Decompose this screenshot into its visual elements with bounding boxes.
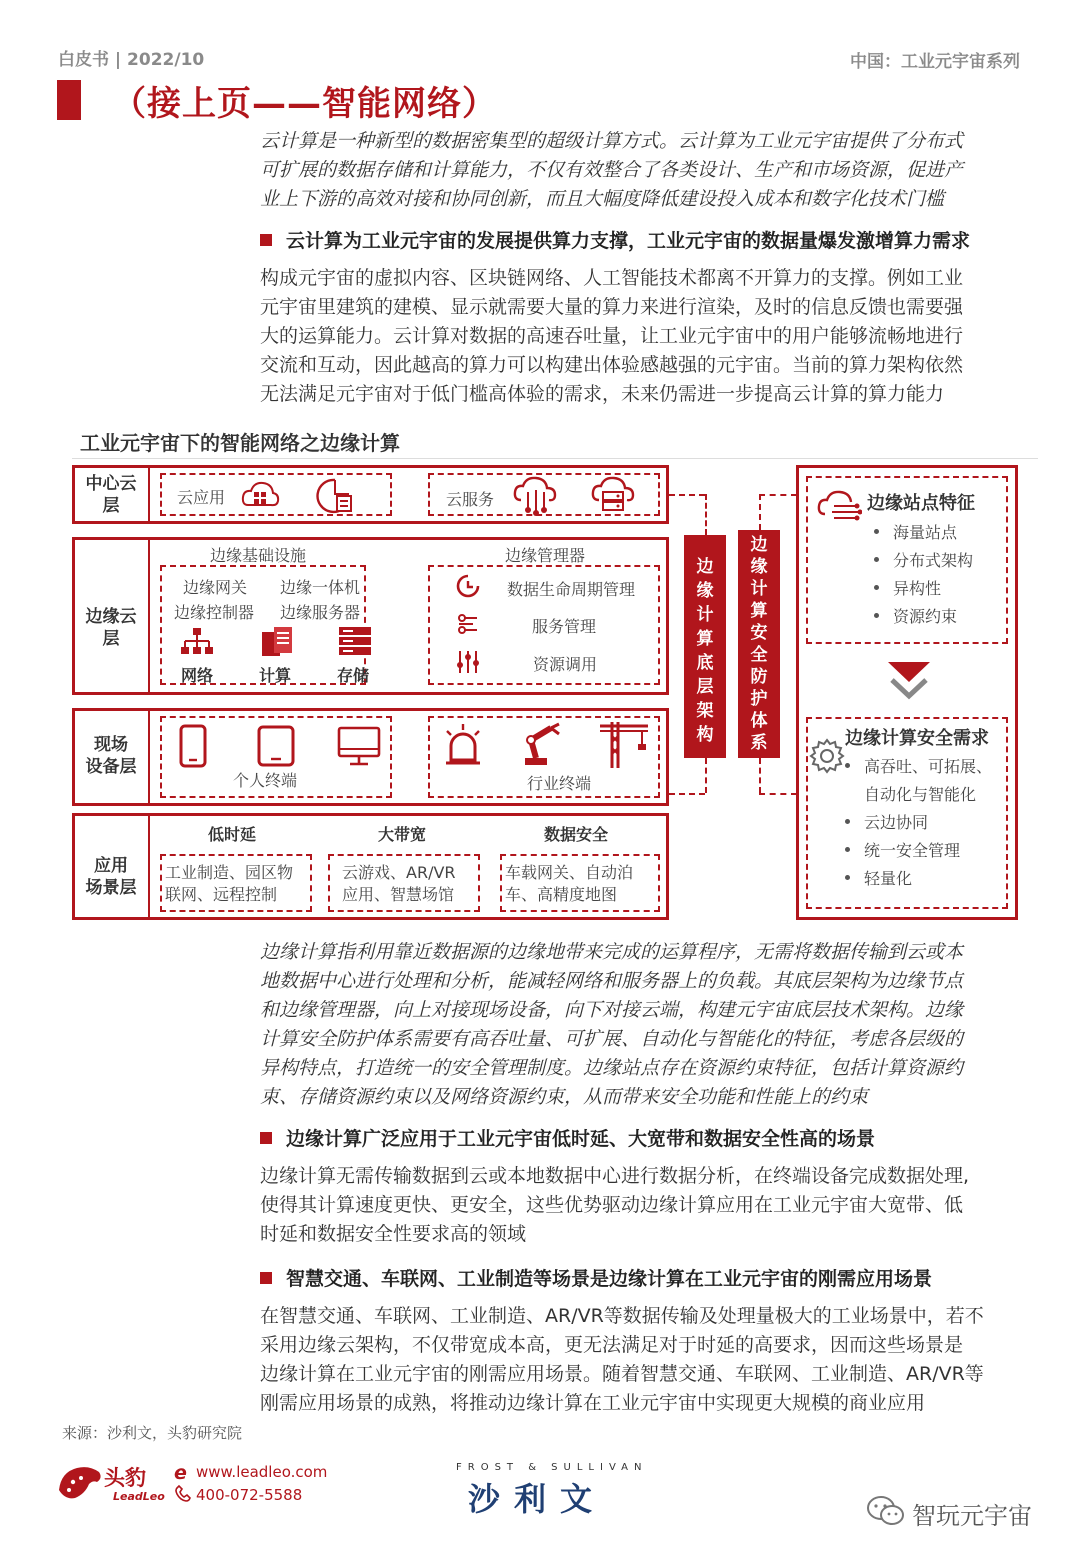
edge-gateway-label: 边缘网关 xyxy=(183,578,248,597)
tablet-icon xyxy=(256,724,296,768)
connector-line xyxy=(759,793,797,795)
bullet-dot-icon xyxy=(845,875,850,880)
scene-text: 应用、智慧场馆 xyxy=(342,885,455,904)
page-title: （接上页——智能网络） xyxy=(112,84,497,124)
section-heading xyxy=(260,226,970,253)
list-item-text: 海量站点 xyxy=(893,523,958,542)
text-line: 在智慧交通、车联网、工业制造、AR/VR等数据传输及处理量极大的工业场景中，若不 xyxy=(260,1305,984,1327)
text-line: 构成元宇宙的虚拟内容、区块链网络、人工智能技术都离不开算力的支撑。例如工业 xyxy=(260,267,964,289)
divider xyxy=(148,816,150,917)
chevron-down-icon xyxy=(886,660,932,702)
list-item-text: 统一安全管理 xyxy=(864,841,961,860)
header-left: 白皮书 | 2022/10 xyxy=(58,50,205,70)
text-line: 计算安全防护体系需要有高吞吐量、可扩展、自动化与智能化的特征，考虑各层级的 xyxy=(260,1028,964,1050)
cloud-app-label: 云应用 xyxy=(177,488,226,507)
text-line: 地数据中心进行处理和分析，能减轻网络和服务器上的负载。其底层架构为边缘节点 xyxy=(260,970,964,992)
layer-name-line: 现场 xyxy=(94,735,128,755)
list-item xyxy=(874,603,973,631)
list-item-text: 轻量化 xyxy=(864,869,913,888)
cloud-database-icon xyxy=(313,476,357,514)
text-line: 异构特点，打造统一的安全管理制度。边缘站点存在资源约束特征，包括计算资源约 xyxy=(260,1057,964,1079)
list-item-text: 异构性 xyxy=(893,579,942,598)
column-char: 计 xyxy=(750,579,768,599)
list-item xyxy=(845,753,992,781)
figure-description-paragraph xyxy=(260,938,1020,1112)
frost-sullivan-logo-text: 沙利文 xyxy=(468,1480,607,1518)
service-management-icon xyxy=(455,612,481,636)
text-line: 使得其计算速度更快、更安全，这些优势驱动边缘计算应用在工业元宇宙大宽带、低 xyxy=(260,1194,964,1216)
gear-icon xyxy=(806,735,848,777)
column-char: 层 xyxy=(696,677,714,697)
edge-all-in-one-label: 边缘一体机 xyxy=(280,578,361,597)
industry-terminal-label: 行业终端 xyxy=(527,774,592,793)
list-item-text: 云边协同 xyxy=(864,813,929,832)
bullet-dot-icon xyxy=(874,613,879,618)
brand-english: LeadLeo xyxy=(113,1490,165,1503)
column-char: 缘 xyxy=(750,557,768,577)
scene-text: 车载网关、自动泊 xyxy=(505,863,634,882)
edge-server-label: 边缘服务器 xyxy=(280,603,361,622)
connector-line xyxy=(669,793,705,795)
brand-name: 头豹 xyxy=(104,1466,146,1490)
divider xyxy=(148,711,150,803)
divider xyxy=(148,540,150,692)
wechat-account-name: 智玩元宇宙 xyxy=(912,1502,1032,1530)
layer-name-line: 设备层 xyxy=(85,757,137,777)
bullet-dot-icon xyxy=(874,557,879,562)
section3-paragraph xyxy=(260,1302,1020,1418)
center-cloud-layer-name xyxy=(78,473,144,517)
connector-line xyxy=(759,494,797,496)
layer-name-line: 场景层 xyxy=(85,878,137,898)
connector-line xyxy=(759,494,761,530)
cloud-network-icon xyxy=(512,474,560,516)
cloud-server-icon xyxy=(590,474,636,516)
monitor-icon xyxy=(336,725,382,767)
edge-cloud-layer-name xyxy=(78,606,144,650)
low-latency-title: 低时延 xyxy=(208,825,257,844)
compute-icon xyxy=(258,624,296,658)
edge-infra-title: 边缘基础设施 xyxy=(210,546,307,565)
text-line: 边缘计算在工业元宇宙的刚需应用场景。随着智慧交通、车联网、工业制造、AR/VR等 xyxy=(260,1363,984,1385)
figure-title: 工业元宇宙下的智能网络之边缘计算 xyxy=(80,431,400,455)
section-heading xyxy=(260,1264,932,1291)
network-icon xyxy=(180,626,214,658)
text-line: 刚需应用场景的成熟，将推动边缘计算在工业元宇宙中实现更大规模的商业应用 xyxy=(260,1392,926,1414)
column-char: 架 xyxy=(696,701,714,721)
wechat-icon xyxy=(866,1494,906,1528)
edge-security-title: 边缘计算安全需求 xyxy=(845,728,989,749)
column-char: 构 xyxy=(696,725,714,745)
edge-station-title: 边缘站点特征 xyxy=(867,493,975,514)
field-device-layer-name xyxy=(76,734,146,778)
edge-architecture-column xyxy=(684,535,726,758)
cloud-circuit-icon xyxy=(816,486,862,526)
edge-manager-title: 边缘管理器 xyxy=(505,546,586,565)
column-char: 全 xyxy=(750,645,768,665)
storage-icon xyxy=(337,625,373,659)
resource-sliders-icon xyxy=(455,649,481,675)
list-item-text: 高吞吐、可拓展、 xyxy=(864,757,993,776)
column-char: 缘 xyxy=(696,581,714,601)
cloud-apps-icon xyxy=(240,477,280,513)
column-char: 安 xyxy=(750,623,768,643)
website-link[interactable]: www.leadleo.com xyxy=(196,1463,328,1481)
connector-line xyxy=(705,494,707,535)
leopard-logo-icon xyxy=(55,1460,105,1504)
connector-line xyxy=(705,758,707,793)
bullet-square-icon xyxy=(260,1132,272,1144)
heading-text: 边缘计算广泛应用于工业元宇宙低时延、大宽带和数据安全性高的场景 xyxy=(286,1128,876,1150)
broadband-title: 大带宽 xyxy=(378,825,427,844)
personal-terminal-label: 个人终端 xyxy=(233,771,298,790)
list-item xyxy=(845,781,992,809)
section1-paragraph xyxy=(260,264,1020,409)
text-line: 束、存储资源约束以及网络资源约束，从而带来安全功能和性能上的约束 xyxy=(260,1086,869,1108)
resource-call-label: 资源调用 xyxy=(533,655,598,674)
text-line: 可扩展的数据存储和计算能力，不仅有效整合了各类设计、生产和市场资源，促进产 xyxy=(260,159,964,181)
divider xyxy=(72,458,1038,459)
heading-text: 云计算为工业元宇宙的发展提供算力支撑，工业元宇宙的数据量爆发激增算力需求 xyxy=(286,230,971,252)
text-line: 和边缘管理器，向上对接现场设备，向下对接云端，构建元宇宙底层技术架构。边缘 xyxy=(260,999,964,1021)
svg-text:e: e xyxy=(174,1463,187,1484)
list-item-text: 资源约束 xyxy=(893,607,958,626)
column-char: 边 xyxy=(750,535,768,555)
layer-name-line: 应用 xyxy=(94,856,128,876)
column-char: 体 xyxy=(750,711,768,731)
scene-text: 车、高精度地图 xyxy=(505,885,618,904)
list-item xyxy=(845,809,992,837)
heading-text: 智慧交通、车联网、工业制造等场景是边缘计算在工业元宇宙的刚需应用场景 xyxy=(286,1268,933,1290)
scene-text: 云游戏、AR/VR xyxy=(342,863,456,882)
compute-label: 计算 xyxy=(259,666,292,685)
bullet-dot-icon xyxy=(874,529,879,534)
list-item xyxy=(874,547,973,575)
list-item xyxy=(845,865,992,893)
connector-line xyxy=(759,758,761,793)
layer-name-line: 边缘云 xyxy=(85,607,137,627)
section-heading xyxy=(260,1124,875,1151)
header-right: 中国：工业元宇宙系列 xyxy=(850,52,1020,72)
robot-arm-icon xyxy=(517,716,565,768)
tower-crane-icon xyxy=(598,716,650,770)
scene-text: 联网、远程控制 xyxy=(165,885,278,904)
connector-line xyxy=(669,494,705,496)
bullet-square-icon xyxy=(260,1272,272,1284)
lifecycle-label: 数据生命周期管理 xyxy=(507,580,636,599)
text-line: 业上下游的高效对接和协同创新，而且大幅度降低建设投入成本和数字化技术门槛 xyxy=(260,188,945,210)
text-line: 时延和数据安全性要求高的领域 xyxy=(260,1223,527,1245)
list-item-text: 自动化与智能化 xyxy=(864,785,977,804)
column-char: 防 xyxy=(750,667,768,687)
network-label: 网络 xyxy=(181,666,214,685)
intro-paragraph xyxy=(260,127,1020,214)
list-item xyxy=(874,519,973,547)
text-line: 边缘计算指利用靠近数据源的边缘地带来完成的运算程序，无需将数据传输到云或本 xyxy=(260,941,964,963)
alarm-light-icon xyxy=(441,722,485,768)
text-line: 采用边缘云架构，不仅带宽成本高，更无法满足对于时延的高要求，因而这些场景是 xyxy=(260,1334,964,1356)
edge-controller-label: 边缘控制器 xyxy=(174,603,255,622)
scene-text: 工业制造、园区物 xyxy=(165,863,294,882)
text-line: 云计算是一种新型的数据密集型的超级计算方式。云计算为工业元宇宙提供了分布式 xyxy=(260,130,964,152)
list-item-text: 分布式架构 xyxy=(893,551,974,570)
bullet-dot-icon xyxy=(845,847,850,852)
frost-sullivan-label: FROST & SULLIVAN xyxy=(456,1462,648,1473)
text-line: 交流和互动，因此越高的算力可以构建出体验感越强的元宇宙。当前的算力架构依然 xyxy=(260,354,964,376)
edge-station-list xyxy=(874,519,973,631)
application-scene-layer-name xyxy=(76,855,146,899)
bullet-dot-icon xyxy=(874,585,879,590)
column-char: 边 xyxy=(696,557,714,577)
column-char: 计 xyxy=(696,605,714,625)
layer-name-line: 层 xyxy=(102,496,120,516)
section2-paragraph xyxy=(260,1162,1020,1249)
text-line: 大的运算能力。云计算对数据的高速吞吐量，让工业元宇宙中的用户能够流畅地进行 xyxy=(260,325,964,347)
text-line: 元宇宙里建筑的建模、显示就需要大量的算力来进行渲染，及时的信息反馈也需要强 xyxy=(260,296,964,318)
phone-number: 400-072-5588 xyxy=(196,1486,303,1504)
bullet-dot-icon xyxy=(845,763,850,768)
text-line: 边缘计算无需传输数据到云或本地数据中心进行数据分析，在终端设备完成数据处理, xyxy=(260,1165,970,1187)
storage-label: 存储 xyxy=(337,666,370,685)
data-security-title: 数据安全 xyxy=(544,825,609,844)
list-item xyxy=(845,837,992,865)
column-char: 护 xyxy=(750,689,768,709)
lifecycle-icon xyxy=(455,573,481,599)
divider xyxy=(148,468,150,521)
source-note: 来源：沙利文，头豹研究院 xyxy=(62,1424,243,1442)
layer-name-line: 中心云 xyxy=(85,474,137,494)
column-char: 系 xyxy=(750,733,768,753)
cloud-service-label: 云服务 xyxy=(446,490,495,509)
column-char: 算 xyxy=(696,629,714,649)
layer-name-line: 层 xyxy=(102,629,120,649)
bullet-dot-icon xyxy=(845,819,850,824)
edge-security-column xyxy=(738,530,780,758)
smartphone-icon xyxy=(178,723,208,769)
service-management-label: 服务管理 xyxy=(532,617,597,636)
bullet-square-icon xyxy=(260,234,272,246)
title-accent-bar xyxy=(57,80,81,120)
list-item xyxy=(874,575,973,603)
edge-security-list xyxy=(845,753,992,893)
text-line: 无法满足元宇宙对于低门槛高体验的需求，未来仍需进一步提高云计算的算力能力 xyxy=(260,383,945,405)
contact-icons xyxy=(172,1463,194,1503)
column-char: 底 xyxy=(696,653,714,673)
column-char: 算 xyxy=(750,601,768,621)
